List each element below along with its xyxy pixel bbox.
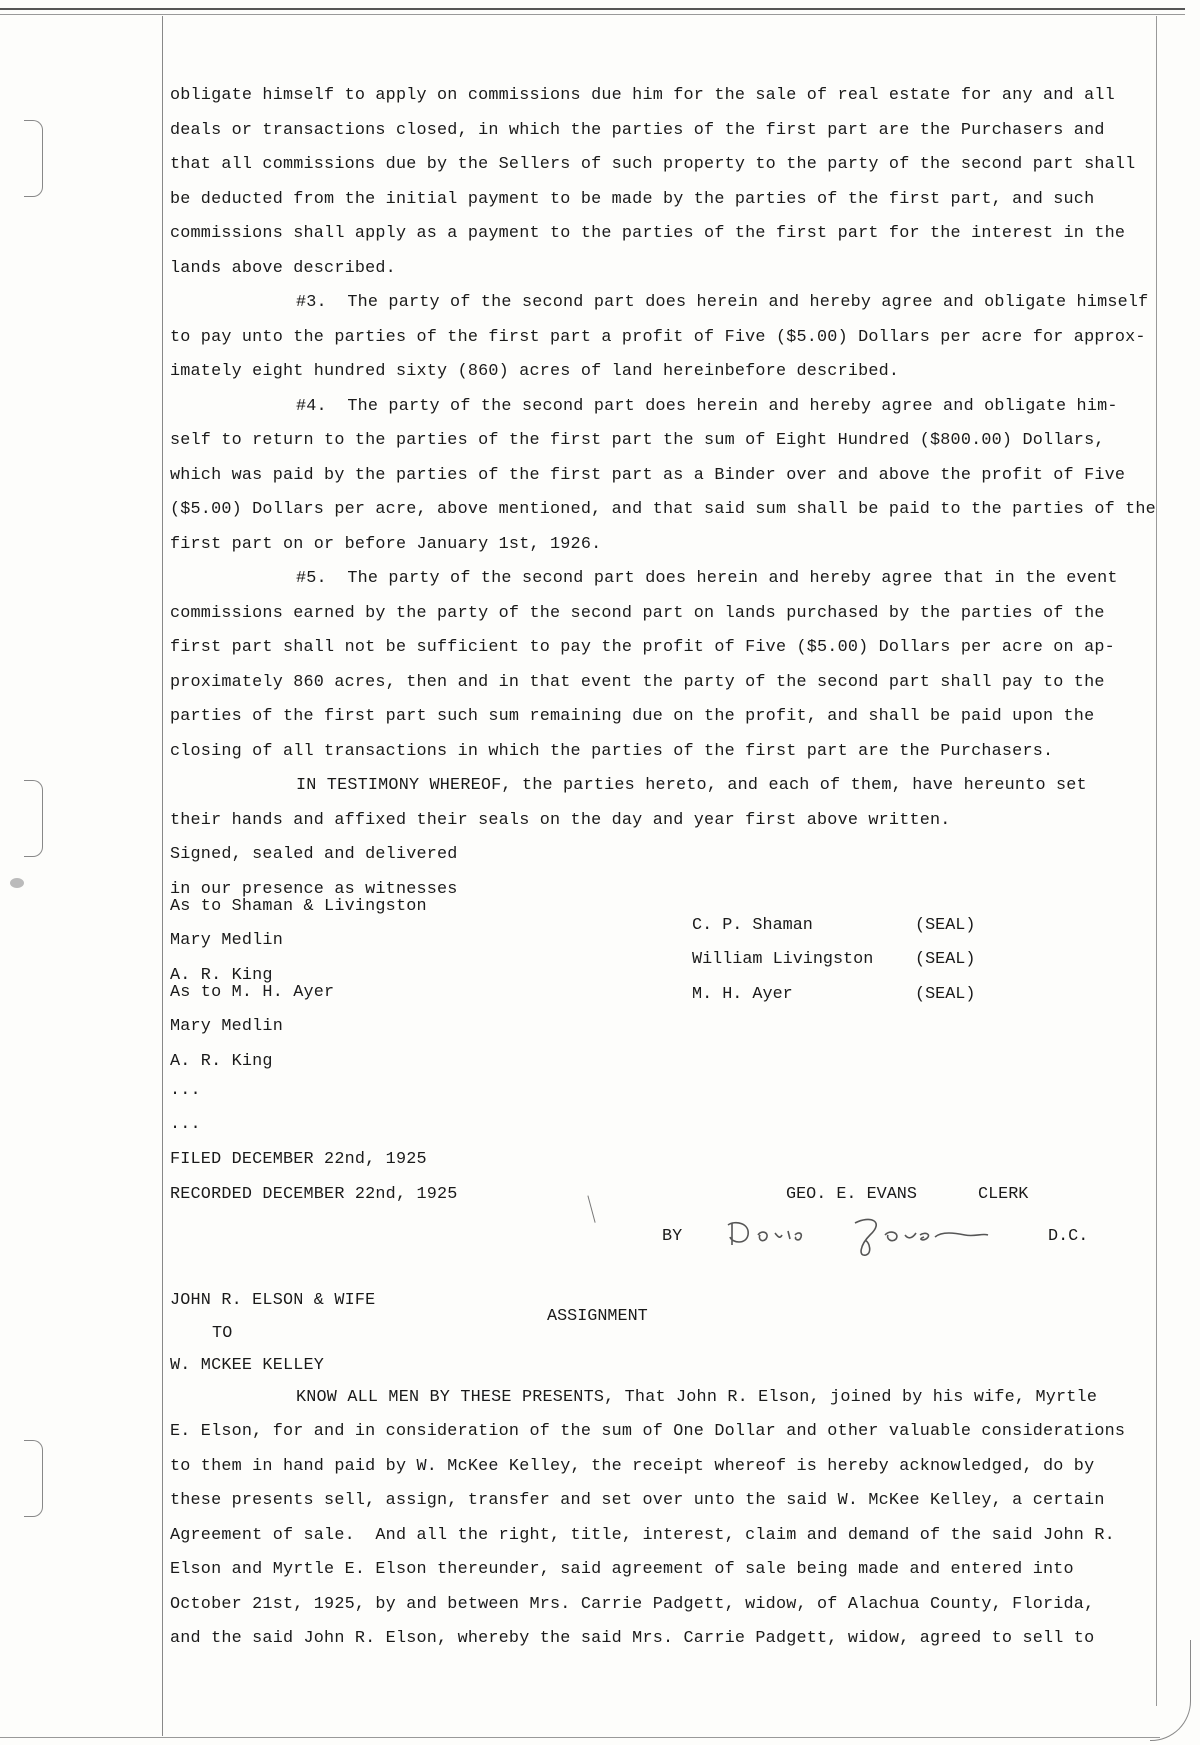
paragraph-line: commissions shall apply as a payment to the parties of the first part for the interest in the [170,224,1126,243]
assignment-grantor: JOHN R. ELSON & WIFE [170,1291,376,1310]
handwritten-signature [720,1205,1010,1265]
witness-line: As to Shaman & Livingston [170,897,427,916]
binder-hole [24,780,43,857]
paragraph-line: imately eight hundred sixty (860) acres of land hereinbefore described. [170,362,900,381]
paragraph-line: #3. The party of the second part does herein and hereby agree and obligate himself [296,293,1149,312]
paragraph-line: first part on or before January 1st, 1926. [170,534,602,554]
top-border-line [0,8,1185,10]
paragraph-line: proximately 860 acres, then and in that event the party of the second part shall pay to the [170,672,1105,692]
signatory-name: M. H. Ayer [692,985,793,1004]
paragraph-line: which was paid by the parties of the first part as a Binder over and above the profit of Five [170,465,1126,485]
paragraph-line: in our presence as witnesses [170,879,458,899]
left-margin-line [162,16,163,1736]
assignment-line: and the said John R. Elson, whereby the said Mrs. Carrie Padgett, widow, agreed to sell to [170,1629,1095,1648]
paragraph-line: parties of the first part such sum remaining due on the profit, and shall be paid upon the [170,707,1095,726]
signatory-name: William Livingston [692,950,874,969]
right-margin-line [1156,16,1157,1706]
clerk-name: GEO. E. EVANS [786,1185,917,1204]
paragraph-line: IN TESTIMONY WHEREOF, the parties hereto, and each of them, have hereunto set [296,776,1087,795]
assignment-line: October 21st, 1925, by and between Mrs. Carrie Padgett, widow, of Alachua County, Florida, [170,1595,1095,1614]
paragraph-line: #4. The party of the second part does herein and hereby agree and obligate him- [296,396,1118,416]
assignment-line: Agreement of sale. And all the right, title, interest, claim and demand of the said John R. [170,1526,1115,1545]
paragraph-line: self to return to the parties of the first part the sum of Eight Hundred ($800.00) Dollars, [170,431,1105,450]
assignment-grantee: W. MCKEE KELLEY [170,1356,325,1375]
by-label: BY [662,1227,683,1246]
filed-date: FILED DECEMBER 22nd, 1925 [170,1150,427,1169]
page-corner-curl [1150,1640,1191,1741]
paragraph-line: to pay unto the parties of the first part a profit of Five ($5.00) Dollars per acre for approx- [170,327,1146,347]
clerk-title: CLERK [978,1185,1029,1204]
paragraph-line: deals or transactions closed, in which the parties of the first part are the Purchasers and [170,120,1105,140]
binder-hole [24,120,43,197]
paragraph-line: that all commissions due by the Sellers of such property to the party of the second part shall [170,155,1136,174]
assignment-line: to them in hand paid by W. McKee Kelley, the receipt whereof is hereby acknowledged, do by [170,1457,1095,1476]
assignment-title: ASSIGNMENT [547,1307,648,1326]
paragraph-line: be deducted from the initial payment to be made by the parties of the first part, and such [170,189,1095,209]
ellipsis-line: ... [170,1081,201,1100]
bottom-border-line [0,1737,1160,1738]
witness-line: As to M. H. Ayer [170,983,335,1002]
paragraph-line: first part shall not be sufficient to pay the profit of Five ($5.00) Dollars per acre on ap- [170,638,1115,657]
assignment-line: these presents sell, assign, transfer and set over unto the said W. McKee Kelley, a certain [170,1491,1105,1510]
paragraph-line: their hands and affixed their seals on the day and year first above written. [170,810,951,830]
recorded-date: RECORDED DECEMBER 22nd, 1925 [170,1185,458,1204]
paragraph-line: closing of all transactions in which the parties of the first part are the Purchasers. [170,741,1054,761]
assignment-to: TO [212,1324,233,1343]
assignment-line: E. Elson, for and in consideration of the sum of One Dollar and other valuable considerations [170,1422,1126,1441]
deputy-clerk-label: D.C. [1048,1227,1089,1246]
witness-name: Mary Medlin [170,931,283,950]
paper-speck [10,878,24,888]
binder-hole [24,1440,43,1517]
ellipsis-line: ... [170,1115,201,1134]
paragraph-line: ($5.00) Dollars per acre, above mentioned, and that said sum shall be paid to the parties of the [170,500,1156,519]
paragraph-line: commissions earned by the party of the second part on lands purchased by the parties of the [170,603,1105,623]
seal-label: (SEAL) [915,985,976,1004]
assignment-line: KNOW ALL MEN BY THESE PRESENTS, That John R. Elson, joined by his wife, Myrtle [296,1388,1098,1407]
seal-label: (SEAL) [915,916,976,935]
paragraph-line: obligate himself to apply on commissions due him for the sale of real estate for any and all [170,86,1115,105]
stray-mark [587,1195,596,1223]
witness-name: A. R. King [170,966,273,985]
signatory-name: C. P. Shaman [692,916,813,935]
seal-label: (SEAL) [915,950,976,969]
witness-name: A. R. King [170,1052,273,1071]
top-border-line-secondary [0,14,1185,15]
witness-name: Mary Medlin [170,1017,283,1036]
assignment-line: Elson and Myrtle E. Elson thereunder, said agreement of sale being made and entered into [170,1560,1074,1579]
paragraph-line: lands above described. [170,258,396,278]
paragraph-line: Signed, sealed and delivered [170,845,458,864]
paragraph-line: #5. The party of the second part does herein and hereby agree that in the event [296,569,1118,588]
